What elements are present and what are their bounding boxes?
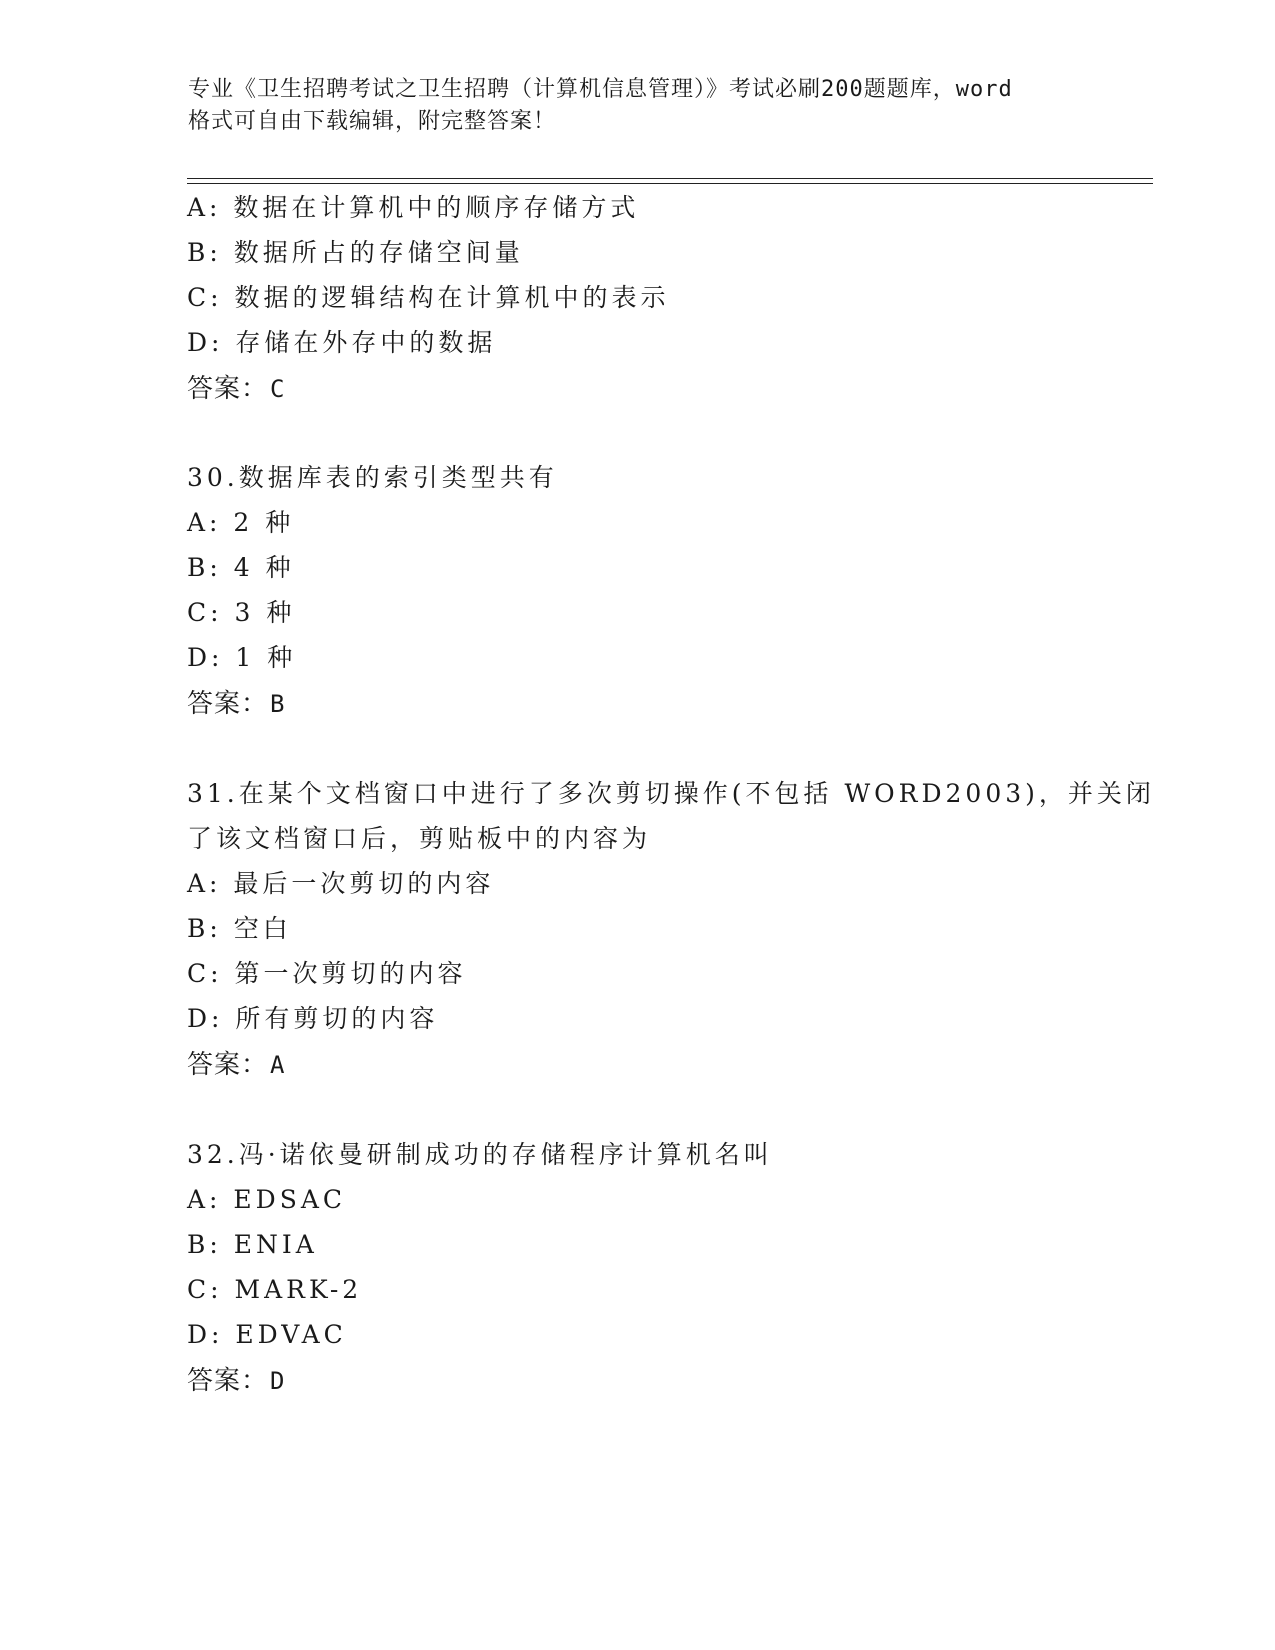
q32-option-b: B: ENIA [187, 1230, 318, 1259]
q32-question: 32.冯·诺依曼研制成功的存储程序计算机名叫 [187, 1140, 773, 1169]
q29-option-a: A: 数据在计算机中的顺序存储方式 [187, 193, 640, 222]
q30-question: 30.数据库表的索引类型共有 [187, 463, 558, 492]
answer-label: 答案： [187, 689, 269, 719]
answer-value: B [270, 690, 286, 718]
answer-value: D [270, 1367, 286, 1395]
answer-value: A [270, 1051, 286, 1079]
q30-option-b: B: 4 种 [187, 553, 295, 582]
q32-option-d: D: EDVAC [187, 1320, 347, 1349]
q29-option-c: C: 数据的逻辑结构在计算机中的表示 [187, 283, 670, 312]
document-header [188, 74, 1088, 138]
q29-answer [187, 373, 285, 405]
header-line-1: 专业《卫生招聘考试之卫生招聘（计算机信息管理）》考试必刷200题题库，word [188, 77, 1013, 102]
q30-option-c: C: 3 种 [187, 598, 296, 627]
header-line-2: 格式可自由下载编辑，附完整答案！ [188, 109, 557, 134]
q31-option-a: A: 最后一次剪切的内容 [187, 869, 495, 898]
answer-label: 答案： [187, 374, 269, 404]
answer-label: 答案： [187, 1050, 269, 1080]
header-divider-bottom [187, 183, 1153, 184]
q30-option-a: A: 2 种 [187, 508, 295, 537]
q30-answer [187, 688, 285, 720]
q29-option-b: B: 数据所占的存储空间量 [187, 238, 524, 267]
q31-option-d: D: 所有剪切的内容 [187, 1004, 439, 1033]
q31-question-line-2: 了该文档窗口后，剪贴板中的内容为 [187, 824, 652, 853]
q30-option-d: D: 1 种 [187, 643, 297, 672]
q29-option-d: D: 存储在外存中的数据 [187, 328, 497, 357]
q32-option-c: C: MARK-2 [187, 1275, 363, 1304]
answer-label: 答案： [187, 1366, 269, 1396]
header-divider-top [187, 178, 1153, 179]
q32-option-a: A: EDSAC [187, 1185, 347, 1214]
q31-answer [187, 1049, 285, 1081]
q31-question-line-1: 31.在某个文档窗口中进行了多次剪切操作(不包括 WORD2003)，并关闭 [187, 779, 1155, 808]
q31-option-b: B: 空白 [187, 914, 292, 943]
q32-answer [187, 1365, 285, 1397]
q31-option-c: C: 第一次剪切的内容 [187, 959, 467, 988]
answer-value: C [270, 375, 286, 403]
